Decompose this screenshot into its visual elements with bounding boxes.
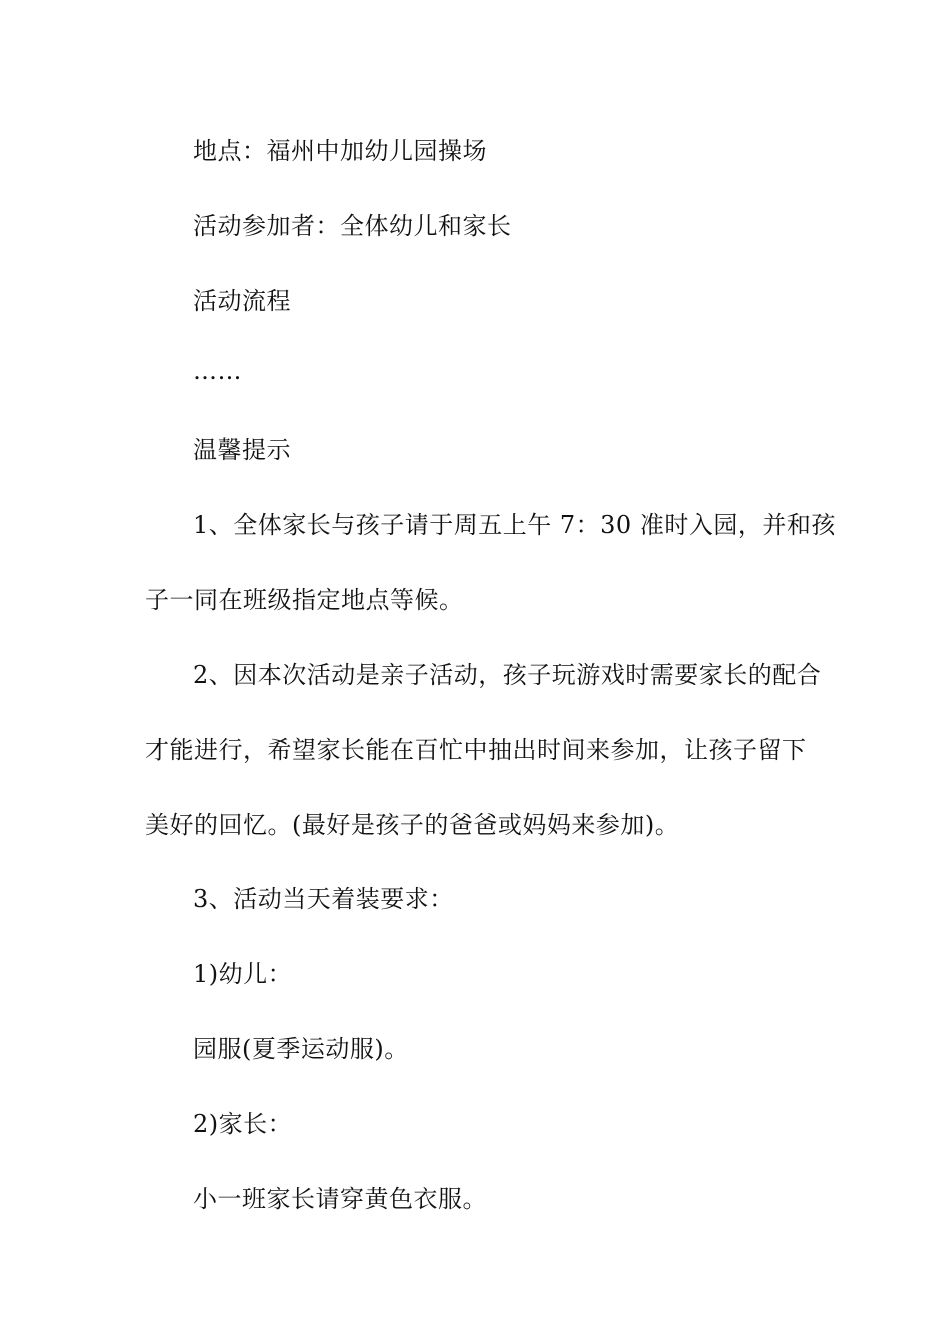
parents-dress-text: 小一班家长请穿黄色衣服。 [193, 1185, 487, 1213]
children-dress-text: 园服(夏季运动服)。 [193, 1035, 409, 1063]
tips-heading: 温馨提示 [193, 436, 291, 464]
participants-line: 活动参加者：全体幼儿和家长 [193, 212, 512, 240]
tip-1-line-2: 子一同在班级指定地点等候。 [145, 586, 464, 614]
ellipsis-line: …… [193, 357, 242, 385]
tip-2-line-2: 才能进行，希望家长能在百忙中抽出时间来参加，让孩子留下 [145, 736, 807, 764]
tip-2-line-1: 2、因本次活动是亲子活动，孩子玩游戏时需要家长的配合 [193, 661, 822, 689]
children-dress-heading: 1)幼儿： [193, 960, 293, 988]
tip-1-line-1: 1、全体家长与孩子请于周五上午 7：30 准时入园，并和孩 [193, 511, 836, 539]
tip-3-line: 3、活动当天着装要求： [193, 885, 454, 913]
process-heading: 活动流程 [193, 287, 291, 315]
tip-2-line-3: 美好的回忆。(最好是孩子的爸爸或妈妈来参加)。 [145, 811, 680, 839]
parents-dress-heading: 2)家长： [193, 1110, 293, 1138]
location-line: 地点：福州中加幼儿园操场 [193, 137, 487, 165]
